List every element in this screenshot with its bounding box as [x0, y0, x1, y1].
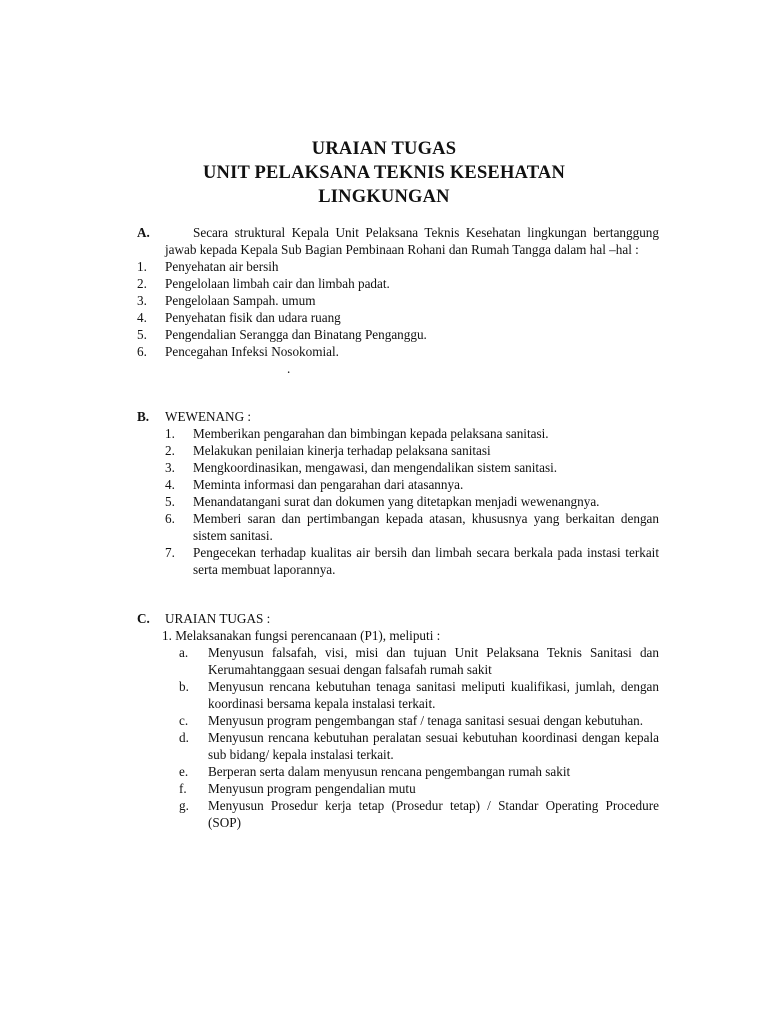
section-a-intro: Secara struktural Kepala Unit Pelaksana Teknis Kesehatan lingkungan bertanggung jawab kepada Kepala Sub Bagian Pembinaan Rohani dan Rumah Tangga dalam hal –hal : — [165, 225, 659, 257]
title-line-2: UNIT PELAKSANA TEKNIS KESEHATAN — [202, 163, 566, 183]
list-item: 6. Memberi saran dan pertimbangan kepada atasan, khususnya yang berkaitan dengan sistem sanitasi. — [165, 511, 659, 543]
list-item: 2. Pengelolaan limbah cair dan limbah padat. — [137, 276, 390, 291]
list-item: f. Menyusun program pengendalian mutu — [179, 781, 416, 796]
document-title — [0, 137, 768, 209]
section-b-list — [165, 425, 659, 578]
list-item: a. Menyusun falsafah, visi, misi dan tujuan Unit Pelaksana Teknis Sanitasi dan Kerumahtanggaan sesuai dengan falsafah rumah sakit — [179, 645, 659, 677]
section-b-body — [165, 408, 659, 578]
list-item: 3. Pengelolaan Sampah. umum — [137, 293, 316, 308]
section-c-subheading: 1. Melaksanakan fungsi perencanaan (P1), meliputi : — [162, 628, 441, 643]
list-item: 5. Menandatangani surat dan dokumen yang ditetapkan menjadi wewenangnya. — [165, 494, 600, 509]
list-item: c. Menyusun program pengembangan staf / tenaga sanitasi sesuai dengan kebutuhan. — [179, 713, 644, 728]
list-item: 1. Penyehatan air bersih — [137, 259, 279, 274]
list-item: 3. Mengkoordinasikan, mengawasi, dan mengendalikan sistem sanitasi. — [165, 460, 558, 475]
list-item: b. Menyusun rencana kebutuhan tenaga sanitasi meliputi kualifikasi, jumlah, dengan koordinasi bersama kepala instalasi terkait. — [179, 679, 659, 711]
list-item: e. Berperan serta dalam menyusun rencana pengembangan rumah sakit — [179, 764, 571, 779]
title-line-3: LINGKUNGAN — [318, 187, 450, 207]
section-a-list — [137, 258, 659, 360]
list-item: 4. Meminta informasi dan pengarahan dari atasannya. — [165, 477, 464, 492]
list-item: 6. Pencegahan Infeksi Nosokomial. — [137, 344, 339, 359]
list-item: d. Menyusun rencana kebutuhan peralatan sesuai kebutuhan koordinasi dengan kepala sub bidang/ kepala instalasi terkait. — [179, 730, 659, 762]
list-item: g. Menyusun Prosedur kerja tetap (Prosedur tetap) / Standar Operating Procedure (SOP) — [179, 798, 659, 830]
section-c-heading: URAIAN TUGAS : — [165, 611, 271, 626]
section-a-letter: A. — [137, 225, 150, 240]
section-b-heading: WEWENANG : — [165, 409, 252, 424]
section-c-list — [165, 644, 659, 831]
list-item: 5. Pengendalian Serangga dan Binatang Penganggu. — [137, 327, 427, 342]
section-c-body — [162, 610, 659, 831]
title-line-1: URAIAN TUGAS — [311, 139, 457, 159]
section-a-body — [137, 224, 659, 377]
list-item: 2. Melakukan penilaian kinerja terhadap pelaksana sanitasi — [165, 443, 491, 458]
stray-mark: . — [287, 361, 291, 376]
section-b-letter: B. — [137, 409, 150, 424]
section-c-letter: C. — [137, 611, 150, 626]
list-item: 1. Memberikan pengarahan dan bimbingan kepada pelaksana sanitasi. — [165, 426, 549, 441]
list-item: 7. Pengecekan terhadap kualitas air bersih dan limbah secara berkala pada instasi terkait serta membuat laporannya. — [165, 545, 659, 577]
list-item: 4. Penyehatan fisik dan udara ruang — [137, 310, 341, 325]
